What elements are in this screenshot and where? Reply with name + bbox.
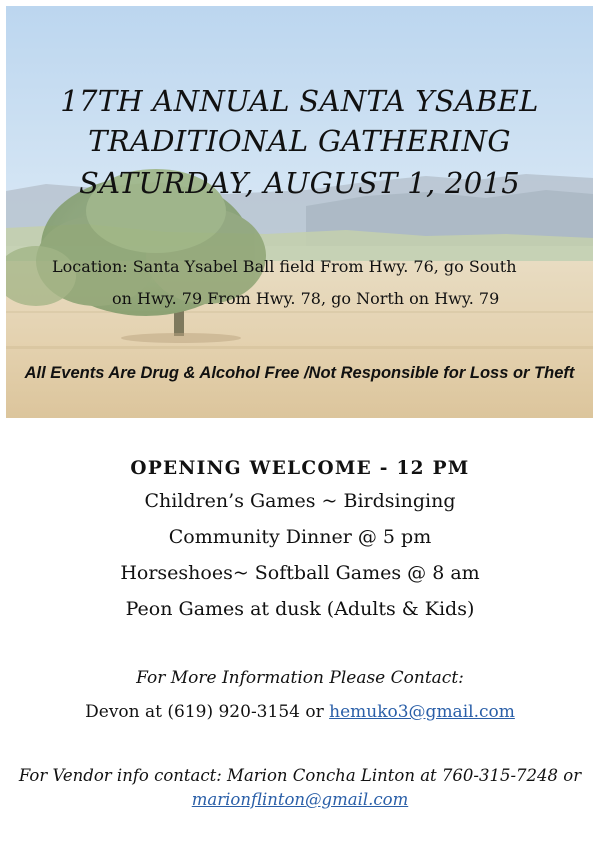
vendor-email-line — [0, 790, 600, 809]
disclaimer-text: All Events Are Drug & Alcohol Free /Not Responsible for Loss or Theft — [24, 364, 575, 382]
event-title-line-1: 17TH ANNUAL SANTA YSABEL — [60, 84, 539, 118]
schedule-item: Community Dinner @ 5 pm — [168, 526, 432, 548]
vendor-email-link[interactable]: marionflinton@gmail.com — [191, 790, 409, 809]
event-title-line-2: TRADITIONAL GATHERING — [88, 124, 511, 158]
schedule-item: Horseshoes~ Softball Games @ 8 am — [120, 562, 480, 584]
schedule-item: Peon Games at dusk (Adults & Kids) — [125, 598, 475, 620]
contact-person: Devon at (619) 920-3154 or — [85, 702, 330, 722]
event-date: SATURDAY, AUGUST 1, 2015 — [78, 166, 520, 200]
contact-line — [0, 702, 600, 722]
hero-banner — [6, 6, 593, 418]
contact-email-link[interactable]: hemuko3@gmail.com — [329, 702, 515, 722]
opening-welcome-heading: OPENING WELCOME - 12 PM — [130, 458, 470, 479]
location-line-2: on Hwy. 79 From Hwy. 78, go North on Hwy. 79 — [112, 289, 500, 308]
contact-heading: For More Information Please Contact: — [136, 668, 464, 688]
schedule-item: Children’s Games ~ Birdsinging — [144, 490, 456, 512]
location-line-1: Location: Santa Ysabel Ball field From Hwy. 76, go South — [52, 257, 517, 276]
event-schedule — [0, 455, 600, 627]
vendor-contact-line: For Vendor info contact: Marion Concha Linton at 760-315-7248 or — [18, 766, 582, 785]
hero-text-layer — [6, 6, 593, 418]
